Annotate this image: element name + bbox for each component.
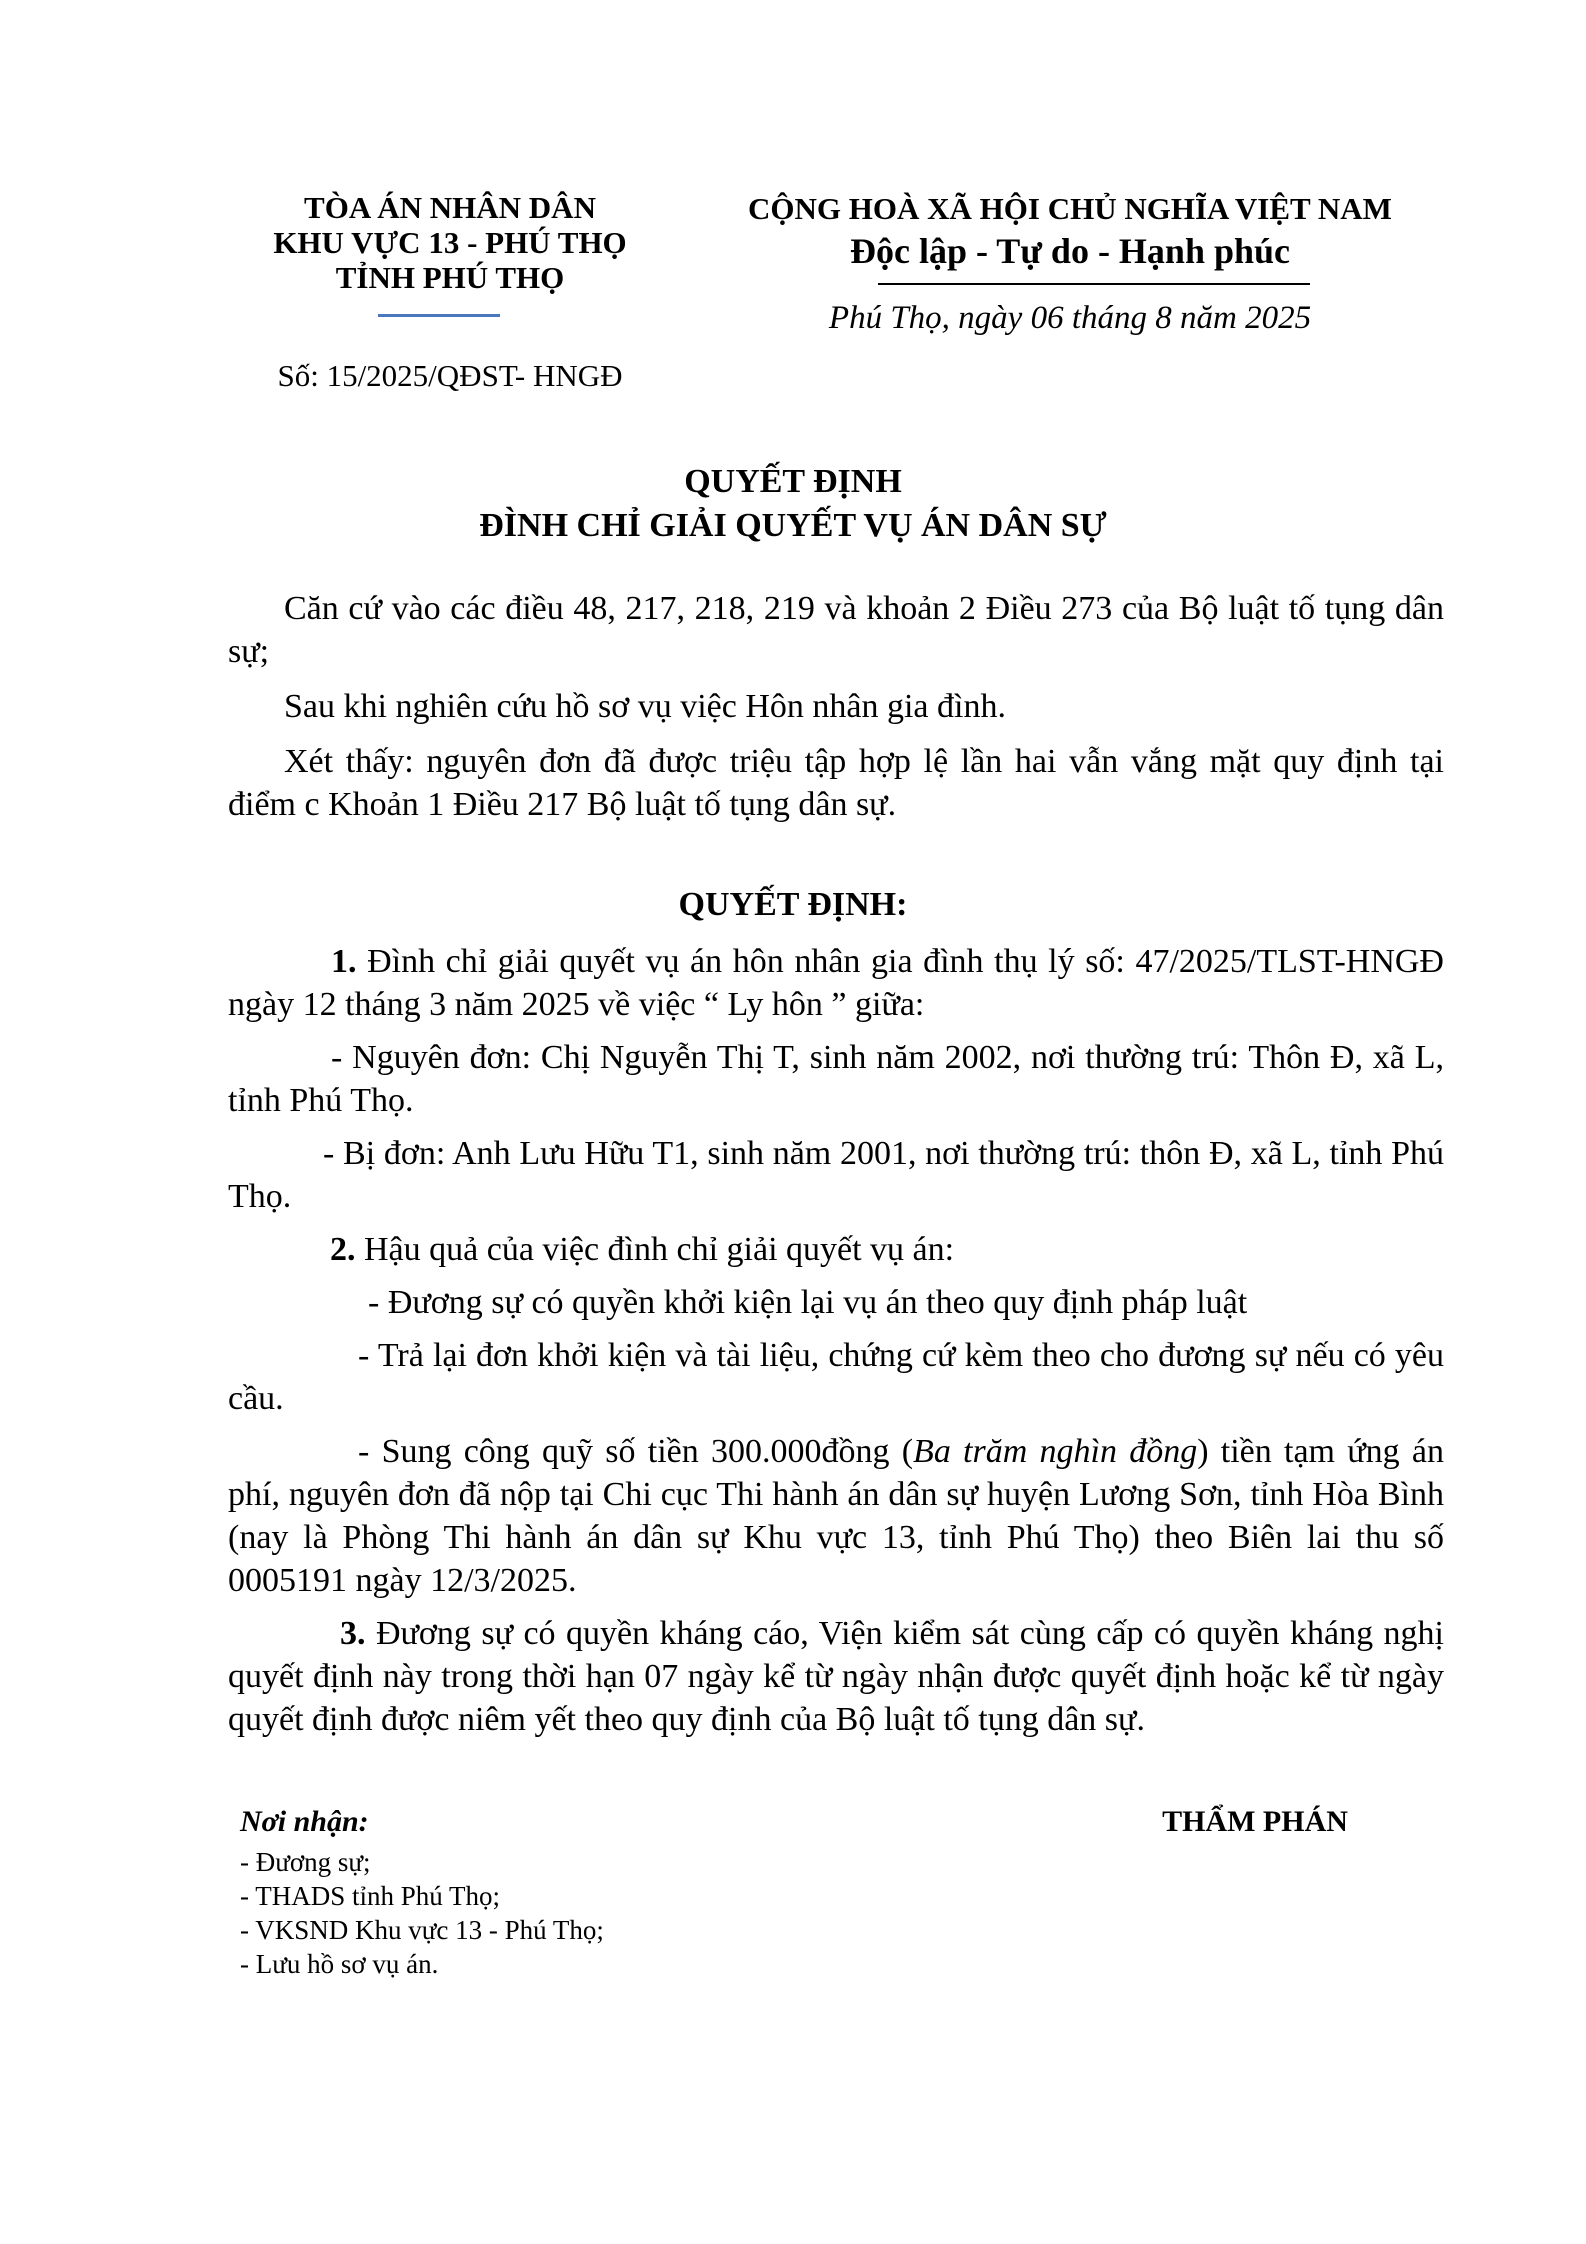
recipient-item: - THADS tỉnh Phú Thọ; [240, 1881, 501, 1911]
judge-signature-title: THẨM PHÁN [1162, 1805, 1348, 1838]
decision-item-1 [228, 940, 1444, 1026]
consequence-3 [228, 1430, 1444, 1602]
title-line-2: ĐÌNH CHỈ GIẢI QUYẾT VỤ ÁN DÂN SỰ [479, 507, 1107, 544]
finding-statement: Xét thấy: nguyên đơn đã được triệu tập hợp lệ lần hai vẫn vắng mặt quy định tại điểm c Khoản 1 Điều 217 Bộ luật tố tụng dân sự. [228, 743, 1444, 823]
decision-heading: QUYẾT ĐỊNH: [678, 886, 908, 923]
defendant-info: - Bị đơn: Anh Lưu Hữu T1, sinh năm 2001, nơi thường trú: thôn Đ, xã L, tỉnh Phú Thọ. [228, 1135, 1444, 1215]
court-line-3: TỈNH PHÚ THỌ [335, 260, 565, 295]
national-motto-block [720, 190, 1420, 274]
decision-item-3 [228, 1612, 1444, 1741]
court-divider [378, 314, 500, 317]
national-title: CỘNG HOÀ XÃ HỘI CHỦ NGHĨA VIỆT NAM [748, 191, 1392, 226]
item-2-text: Hậu quả của việc đình chỉ giải quyết vụ án: [355, 1231, 955, 1268]
court-line-1: TÒA ÁN NHÂN DÂN [304, 190, 596, 225]
document-title [0, 460, 1586, 548]
recipient-item: - Lưu hồ sơ vụ án. [240, 1949, 439, 1979]
court-name-block [200, 190, 700, 295]
plaintiff-info: - Nguyên đơn: Chị Nguyễn Thị T, sinh năm 2002, nơi thường trú: Thôn Đ, xã L, tỉnh Phú Thọ. [228, 1039, 1444, 1119]
item-1-number: 1. [331, 943, 357, 980]
amount-in-words: Ba trăm nghìn đồng [913, 1433, 1198, 1470]
consequence-2: - Trả lại đơn khởi kiện và tài liệu, chứng cứ kèm theo cho đương sự nếu có yêu cầu. [228, 1337, 1444, 1417]
decision-body [228, 940, 1444, 1741]
title-line-1: QUYẾT ĐỊNH [684, 463, 902, 500]
consequence-3-part-a: - Sung công quỹ số tiền 300.000đồng ( [358, 1433, 914, 1470]
item-3-text: Đương sự có quyền kháng cáo, Viện kiểm sát cùng cấp có quyền kháng nghị quyết định này trong thời hạn 07 ngày kể từ ngày nhận được quyết định hoặc kể từ ngày quyết định được niêm yết theo quy định của Bộ luật tố tụng dân sự. [228, 1615, 1444, 1738]
legal-basis: Căn cứ vào các điều 48, 217, 218, 219 và khoản 2 Điều 273 của Bộ luật tố tụng dân sự; [228, 590, 1444, 670]
national-motto: Độc lập - Tự do - Hạnh phúc [849, 231, 1291, 271]
review-statement: Sau khi nghiên cứu hồ sơ vụ việc Hôn nhân gia đình. [284, 688, 1006, 725]
item-1-text: Đình chỉ giải quyết vụ án hôn nhân gia đình thụ lý số: 47/2025/TLST-HNGĐ ngày 12 tháng 3 năm 2025 về việc “ Ly hôn ” giữa: [228, 943, 1444, 1023]
consequence-3-part-b: ) tiền tạm ứng án phí, nguyên đơn đã nộp tại Chi cục Thi hành án dân sự huyện Lương Sơn, tỉnh Hòa Bình (nay là Phòng Thi hành án dân sự Khu vực 13, tỉnh Phú Thọ) theo Biên lai thu số 0005191 ngày 12/3/2025. [228, 1433, 1444, 1599]
recipients-heading: Nơi nhận: [240, 1805, 369, 1838]
item-2-number: 2. [330, 1231, 356, 1268]
recipient-item: - VKSND Khu vực 13 - Phú Thọ; [240, 1915, 604, 1945]
motto-divider [878, 283, 1310, 285]
court-line-2: KHU VỰC 13 - PHÚ THỌ [273, 225, 627, 260]
document-number: Số: 15/2025/QĐST- HNGĐ [277, 358, 623, 393]
preamble [228, 587, 1444, 826]
decision-item-2 [228, 1228, 1444, 1271]
recipients-block [240, 1805, 604, 1981]
recipient-item: - Đương sự; [240, 1847, 371, 1877]
item-3-number: 3. [340, 1615, 366, 1652]
consequence-1: - Đương sự có quyền khởi kiện lại vụ án theo quy định pháp luật [368, 1284, 1248, 1321]
document-date: Phú Thọ, ngày 06 tháng 8 năm 2025 [828, 300, 1312, 336]
